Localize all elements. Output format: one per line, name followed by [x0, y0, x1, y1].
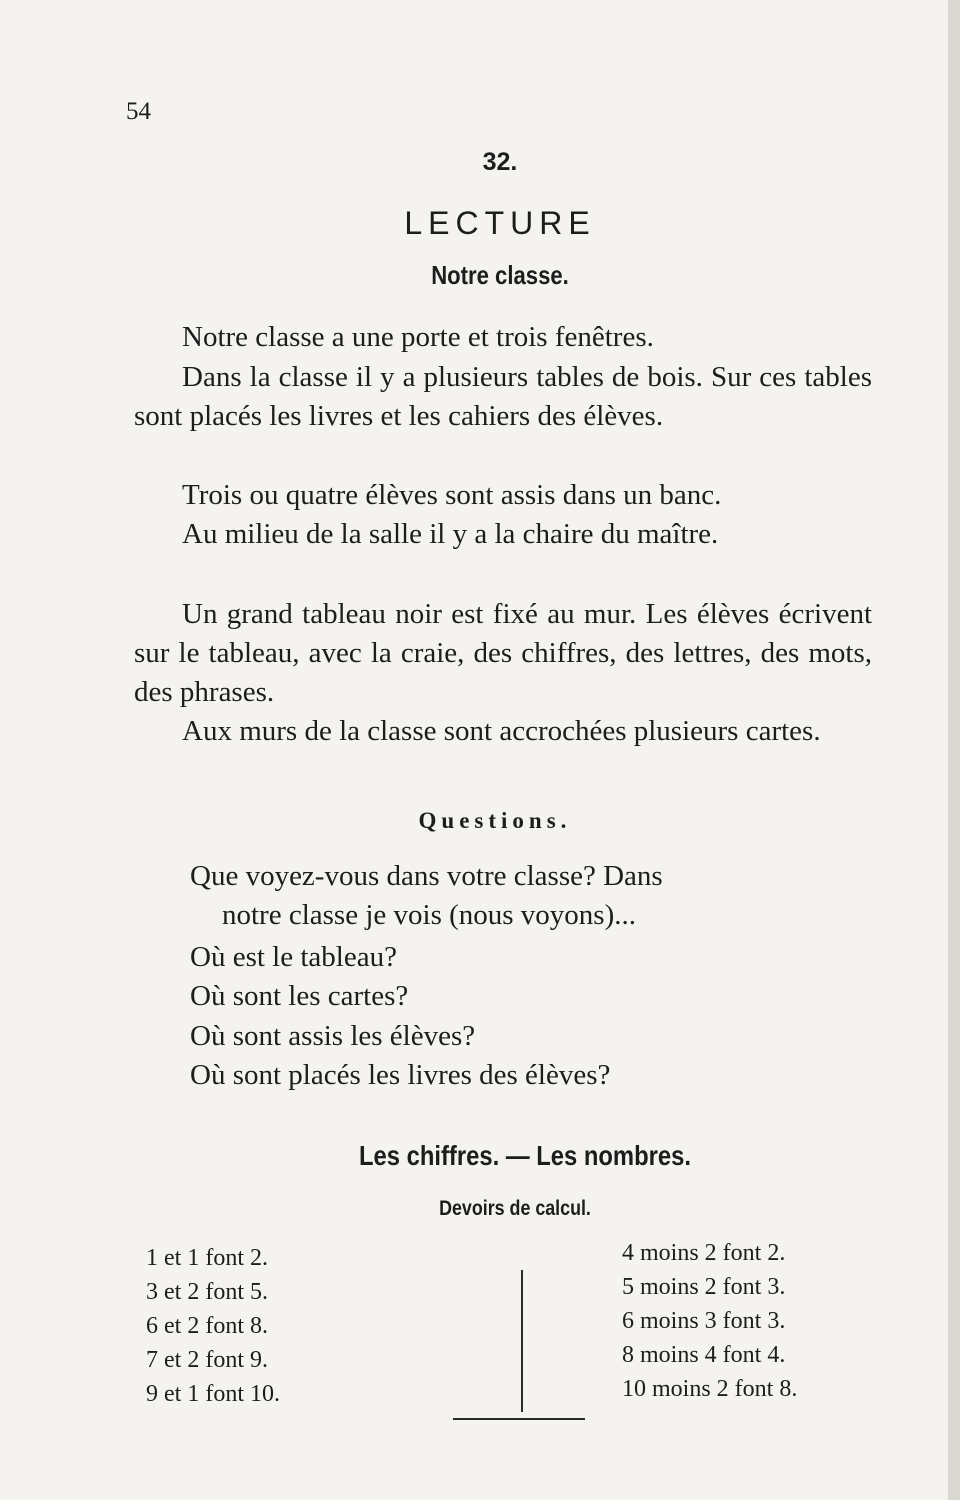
section-heading: LECTURE — [404, 205, 596, 241]
question: Où est le tableau? — [190, 941, 397, 973]
subtraction-list — [622, 1236, 797, 1406]
paragraph: Dans la classe il y a plusieurs tables de bois. Sur ces tables sont placés les livres et les cahiers des élèves. — [134, 361, 872, 432]
subtraction-item: 4 moins 2 font 2. — [622, 1240, 786, 1266]
paragraph: Trois ou quatre élèves sont assis dans un banc. — [182, 479, 722, 511]
closing-rule — [453, 1418, 585, 1420]
reading-title: Notre classe. — [431, 260, 569, 290]
lesson-number: 32. — [482, 148, 518, 176]
paragraph: Au milieu de la salle il y a la chaire du maître. — [182, 518, 719, 550]
question: Où sont les cartes? — [190, 980, 409, 1012]
calculation-subtitle: Devoirs de calcul. — [439, 1197, 591, 1220]
addition-item: 9 et 1 font 10. — [146, 1381, 280, 1407]
question: Où sont placés les livres des élèves? — [190, 1059, 611, 1091]
subtraction-item: 10 moins 2 font 8. — [622, 1376, 798, 1402]
subtraction-item: 5 moins 2 font 3. — [622, 1274, 786, 1300]
addition-item: 1 et 1 font 2. — [146, 1245, 268, 1271]
paragraph: Aux murs de la classe sont accrochées plusieurs cartes. — [182, 715, 821, 747]
column-divider — [521, 1270, 523, 1412]
addition-item: 3 et 2 font 5. — [146, 1279, 268, 1305]
paragraph: Notre classe a une porte et trois fenêtres. — [182, 321, 654, 353]
addition-item: 6 et 2 font 8. — [146, 1313, 268, 1339]
addition-item: 7 et 2 font 9. — [146, 1347, 268, 1373]
addition-list — [146, 1241, 280, 1411]
subtraction-item: 8 moins 4 font 4. — [622, 1342, 786, 1368]
question: Où sont assis les élèves? — [190, 1020, 476, 1052]
questions-title: Questions. — [418, 808, 572, 833]
numbers-section-title: Les chiffres. — Les nombres. — [358, 1140, 691, 1171]
subtraction-item: 6 moins 3 font 3. — [622, 1308, 786, 1334]
question: Que voyez-vous dans votre classe? Dans notre classe je vois (nous voyons)... — [190, 860, 663, 931]
page-number: 54 — [126, 98, 151, 125]
paragraph: Un grand tableau noir est fixé au mur. Les élèves écrivent sur le tableau, avec la craie, des chiffres, des lettres, des mots, des phrases. — [134, 598, 872, 708]
